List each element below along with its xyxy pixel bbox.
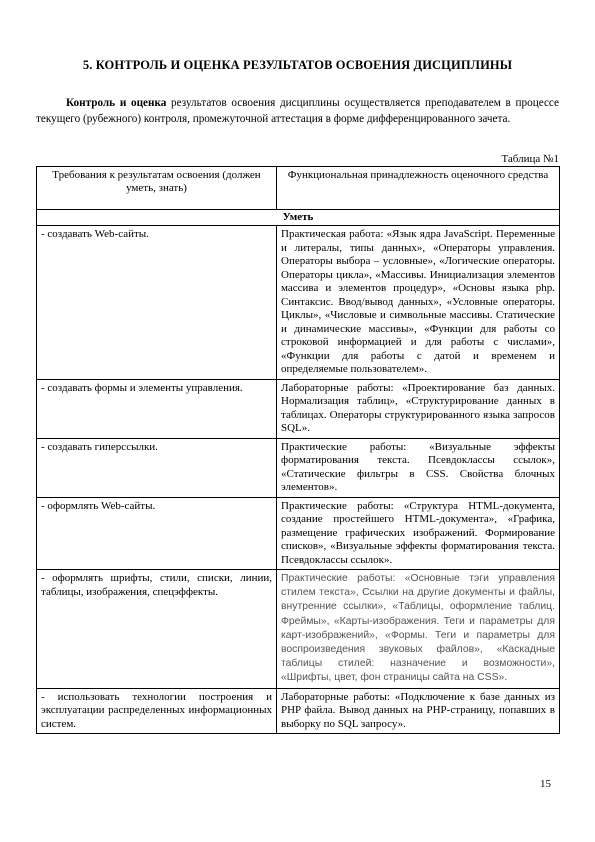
intro-paragraph [36,95,559,127]
requirement-cell: - использовать технологии построения и эксплуатации распределенных информационных систем. [37,688,277,734]
table-row [37,570,560,689]
requirement-cell: - создавать формы и элементы управления. [37,379,277,438]
table-row [37,438,560,497]
table-row [37,226,560,380]
table-header-row [37,167,560,210]
assessment-cell: Лабораторные работы: «Проектирование баз данных. Нормализация таблиц», «Структурирование данных в таблицах. Операторы структурированного языка запросов SQL». [277,379,560,438]
table-caption: Таблица №1 [501,153,559,165]
requirement-cell: - оформлять Web-сайты. [37,497,277,570]
section-row [37,210,560,226]
assessment-cell: Практические работы: «Визуальные эффекты форматирования текста. Псевдоклассы ссылок», «Статические фильтры в CSS. Свойства блочных элементов». [277,438,560,497]
section-heading: 5. КОНТРОЛЬ И ОЦЕНКА РЕЗУЛЬТАТОВ ОСВОЕНИЯ ДИСЦИПЛИНЫ [82,58,513,72]
assessment-cell: Лабораторные работы: «Подключение к базе данных из PHP файла. Вывод данных на PHP-страницу, попавших в выборку по SQL запросу». [277,688,560,734]
assessment-cell: Практические работы: «Структура HTML-документа, создание простейшего HTML-документа», «Графика, размещение графических изображений. Формирование списков», «Визуальные эффекты форматирования текста. Псевдоклассы ссылок». [277,497,560,570]
table-body [37,226,560,734]
table-row [37,688,560,734]
assessment-cell: Практические работы: «Основные тэги управления стилем текста», Ссылки на другие документы и файлы, внутренние ссылки», «Таблицы, оформление таблиц. Фреймы», «Карты-изображения. Теги и параметры для карт-изображений», «Формы. Теги и параметры для воспроизведения звуковых файлов», «Каскадные таблицы стилей: назначение и возможности», «Шрифты, цвет, фон страницы сайта на CSS». [277,570,560,689]
intro-bold-lead: Контроль и оценка [66,97,167,109]
table-row [37,497,560,570]
requirement-cell: - оформлять шрифты, стили, списки, линии, таблицы, изображения, спецэффекты. [37,570,277,689]
assessment-table [36,166,560,734]
requirement-cell: - создавать гиперссылки. [37,438,277,497]
header-requirements: Требования к результатам освоения (должен уметь, знать) [37,167,277,210]
assessment-cell: Практическая работа: «Язык ядра JavaScript. Переменные и литералы, типы данных», «Операторы управления. Операторы выбора – условные», «Логические операторы. Операторы цикла», «Массивы. Инициализация элементов массива и элементов процедур», «Основы языка php. Синтаксис. Ввод/вывод данных», «Условные операторы. Циклы», «Числовые и символьные массивы. Статические и динамические массивы», «Функции для работы со строковой информацией и для работы с числами», «Функции для работы с датой и временем и определяемые пользователем». [277,226,560,380]
header-assessment: Функциональная принадлежность оценочного средства [277,167,560,210]
page-number: 15 [540,778,551,790]
section-label: Уметь [37,210,560,226]
intro-text: результатов освоения дисциплины осуществляется преподавателем в процессе текущего (рубежного) контроля, промежуточной аттестация в форме дифференцированного зачета. [36,97,559,125]
requirement-cell: - создавать Web-сайты. [37,226,277,380]
table-row [37,379,560,438]
